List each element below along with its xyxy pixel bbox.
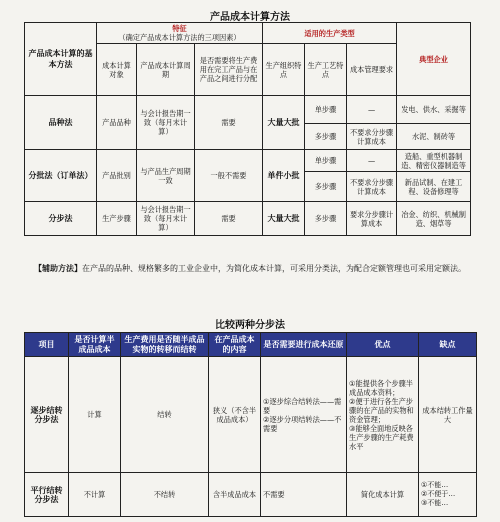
header-allocation: 是否需要将生产费用在完工产品与在产品之间进行分配 — [195, 44, 263, 96]
cost-method-table — [24, 22, 471, 236]
cell: 不结转 — [121, 473, 209, 517]
cell: 多步骤 — [305, 124, 347, 150]
cell: 不计算 — [69, 473, 121, 517]
header-cons: 缺点 — [419, 333, 477, 357]
header-carry: 生产费用是否随半成品实物的转移而结转 — [121, 333, 209, 357]
header-tech: 生产工艺特点 — [305, 44, 347, 96]
cell: 不要求分步骤计算成本 — [347, 172, 397, 202]
table1-title: 产品成本计算方法 — [210, 12, 290, 23]
cell: 水泥、制砖等 — [397, 124, 471, 150]
cell: 发电、供水、采掘等 — [397, 96, 471, 124]
cell: 冶金、纺织、机械制造、烟草等 — [397, 202, 471, 236]
cell: 狭义（不含半成品成本） — [209, 357, 261, 473]
step-method-comparison-table — [24, 332, 477, 517]
cell: 结转 — [121, 357, 209, 473]
cell: 造船、重型机器制造、精密仪器制造等 — [397, 150, 471, 172]
note-label: 【辅助方法】 — [34, 264, 82, 273]
cell: 与产品生产周期一致 — [137, 150, 195, 202]
header-pros: 优点 — [347, 333, 419, 357]
cell: 单步骤 — [305, 150, 347, 172]
cell: 单步骤 — [305, 96, 347, 124]
cell: 多步骤 — [305, 202, 347, 236]
auxiliary-method-note — [34, 262, 474, 275]
cell: 不需要 — [261, 473, 347, 517]
table2-title: 比较两种分步法 — [215, 320, 285, 331]
cell: — — [347, 150, 397, 172]
header-content: 在产品成本的内容 — [209, 333, 261, 357]
header-method: 产品成本计算的基本方法 — [25, 23, 97, 96]
cell: 大量大批 — [263, 202, 305, 236]
cell: 要求分步骤计算成本 — [347, 202, 397, 236]
header-item: 项目 — [25, 333, 69, 357]
method-step: 分步法 — [25, 202, 97, 236]
cell: — — [347, 96, 397, 124]
cell: 多步骤 — [305, 172, 347, 202]
cell: 简化成本计算 — [347, 473, 419, 517]
header-org: 生产组织特点 — [263, 44, 305, 96]
header-production-type: 适用的生产类型 — [263, 23, 397, 44]
cell: ①逐步综合结转法——需要 ②逐步分项结转法——不需要 — [261, 357, 347, 473]
row-sequential: 逐步结转分步法 — [25, 357, 69, 473]
header-calc: 是否计算半成品成本 — [69, 333, 121, 357]
cell: 含半成品成本 — [209, 473, 261, 517]
header-mgmt: 成本管理要求 — [347, 44, 397, 96]
cell: 需要 — [195, 202, 263, 236]
cell: 计算 — [69, 357, 121, 473]
header-cost-period: 产品成本计算周期 — [137, 44, 195, 96]
cell: 产品品种 — [97, 96, 137, 150]
header-restore: 是否需要进行成本还原 — [261, 333, 347, 357]
header-typical-enterprise: 典型企业 — [397, 23, 471, 96]
note-text: 在产品的品种、规格繁多的工业企业中，为简化成本计算，可采用分类法，为配合定额管理也可采用定额法。 — [82, 264, 466, 273]
cell: 大量大批 — [263, 96, 305, 150]
cell: ①能提供各个步骤半成品成本资料； ②便于进行各生产步骤的在产品的实物和资金管理； ③能够全面地反映各生产步骤的生产耗费水平 — [347, 357, 419, 473]
cell: 生产步骤 — [97, 202, 137, 236]
cell: 新品试制、在建工程、设备修理等 — [397, 172, 471, 202]
header-cost-object: 成本计算对象 — [97, 44, 137, 96]
header-feature: 特征 （确定产品成本计算方法的三项因素） — [97, 23, 263, 44]
cell: ①不能… ②不便于… ③不能… — [419, 473, 477, 517]
method-batch: 分批法（订单法） — [25, 150, 97, 202]
cell: 与会计报告期一致（每月末计算） — [137, 96, 195, 150]
cell: 不要求分步骤计算成本 — [347, 124, 397, 150]
cell: 单件小批 — [263, 150, 305, 202]
cell: 一般不需要 — [195, 150, 263, 202]
cell: 与会计报告期一致（每月末计算） — [137, 202, 195, 236]
cell: 产品批别 — [97, 150, 137, 202]
row-parallel: 平行结转分步法 — [25, 473, 69, 517]
cell: 成本结转工作量大 — [419, 357, 477, 473]
cell: 需要 — [195, 96, 263, 150]
method-variety: 品种法 — [25, 96, 97, 150]
